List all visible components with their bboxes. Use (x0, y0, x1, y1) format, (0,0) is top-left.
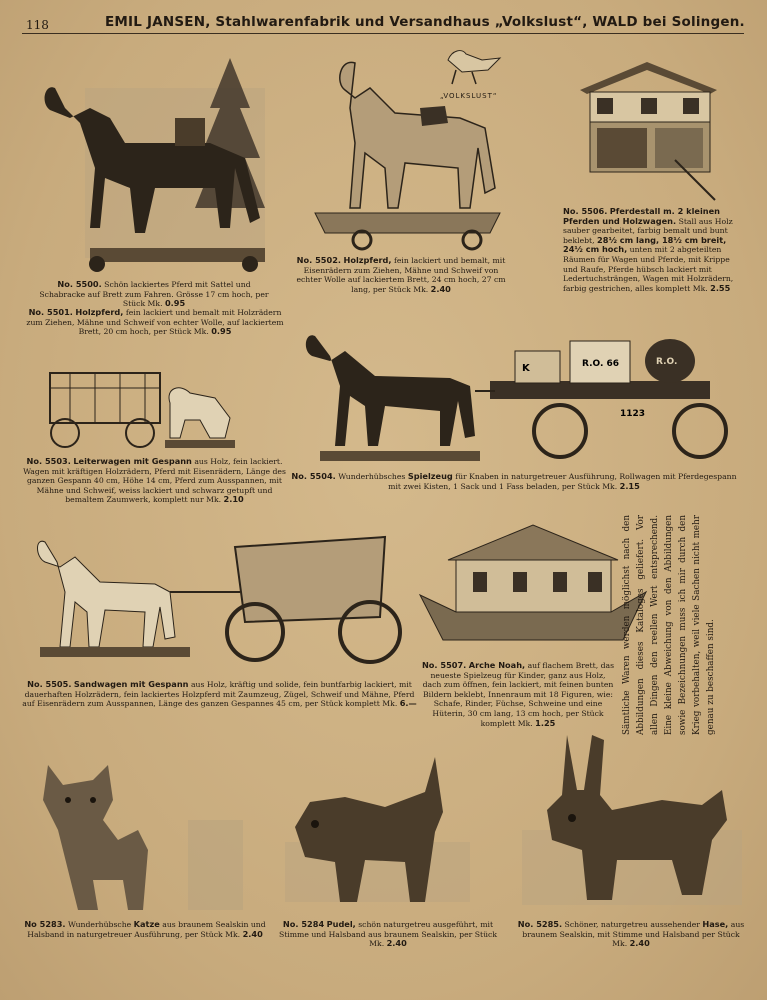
item-name: Pferdestall m. 2 kleinen Pferden und Holzwagen. (563, 206, 721, 226)
item-number: No. 5503. (26, 456, 71, 466)
item-description: Stall aus Holz sauber gearbeitet, farbig bemalt und bunt beklebt, (563, 216, 733, 245)
page-header (0, 8, 767, 34)
cart-5504-illustration (300, 306, 740, 468)
item-number: No 5283. (24, 919, 66, 929)
item-name: Holzpferd, (343, 255, 392, 265)
volkslust-logo (442, 40, 504, 88)
item-price: 0.95 (164, 298, 186, 309)
notice-vertical (620, 515, 750, 735)
item-name: Katze (133, 919, 160, 929)
item-number: No. 5506. (563, 206, 608, 216)
header-rule (22, 33, 744, 34)
cat-5283-illustration (38, 760, 253, 918)
item-price: 2.55 (710, 282, 731, 293)
item-description: Wunderhübsches (338, 472, 406, 481)
item-name: Hase, (702, 919, 729, 929)
item-number: No. 5284 (282, 919, 325, 929)
poodle-5284-illustration (285, 752, 475, 918)
caption-5504 (288, 472, 740, 491)
item-name: Leiterwagen mit Gespann (73, 456, 192, 466)
caption-5501 (24, 308, 286, 337)
item-description: aus Holz, kräftig und solide, fein buntfarbig lackiert, mit dauerhaften Holzrädern, fein lackiertes Holzpferd mit Zaumzeug, Zügel, Schweif und Mähne, Pferd auf Eisenrädern zum Ausspannen, Länge des ganzen Gespannes 45 cm, per Stück komplett Mk. (22, 680, 415, 709)
item-price: 2.40 (242, 928, 263, 939)
caption-5285 (515, 920, 747, 949)
item-description: Schön lackiertes Pferd mit Sattel und Schabracke auf Brett zum Fahren. Grösse 17 cm hoch, per Stück Mk. (39, 280, 269, 309)
item-number: No. 5285. (517, 919, 563, 929)
item-description: auf flachem Brett, das neueste Spielzeug für Kinder, ganz aus Holz, dach zum öffnen, fein lackiert, mit feinen bunten Bildern beklebt, Innenraum mit 18 Figuren, wie: Schafe, Rinder, Füchse, Schweine und eine Hüterin, 30 cm lang, 13 cm hoch, per Stück komplett Mk. (422, 661, 615, 728)
caption-5507 (420, 661, 616, 728)
volkslust-label: „VOLKSLUST“ (440, 92, 498, 100)
notice-text: Sämtliche Waren werden möglichst nach den Abbildungen dieses Kataloges geliefert. Vor allen Dingen den reellen Wert entsprechend. Eine kleine Abweichung von den Abbildungen sowie Bezeichnungen muss ich mir durch den Krieg vorbehalten, weil viele Sachen nicht mehr genau zu beschaffen sind. (622, 515, 716, 735)
item-number: No. 5507. (421, 660, 467, 670)
item-description: schön naturgetreu ausgeführt, mit Stimme und Halsband aus braunem Sealskin, per Stück Mk. (278, 920, 498, 949)
caption-5503 (22, 457, 287, 505)
item-number: No. 5505. (27, 679, 72, 689)
item-price: 2.40 (386, 938, 407, 949)
cart-number-label: 1123 (620, 409, 646, 419)
page-number: 118 (26, 18, 49, 32)
hare-5285-illustration (522, 730, 744, 918)
caption-5283 (20, 920, 270, 939)
item-price: 2.40 (629, 938, 650, 949)
sandwagon-5505-illustration (35, 522, 410, 670)
item-name: Holzpferd, (75, 307, 124, 317)
item-description-2: aus braunem Sealskin und Halsband in naturgetreuer Ausführung, per Stück Mk. (27, 920, 266, 939)
item-price: 2.10 (223, 494, 244, 505)
item-description: Schöner, naturgetreu aussehender (564, 920, 700, 929)
item-description-2: aus braunem Sealskin, mit Stimme und Halsband per Stück Mk. (522, 920, 745, 949)
item-description: aus Holz, fein lackiert. Wagen mit kräftigen Holzrädern, Pferd mit Eisenrädern, Länge des ganzen Gespann 40 cm, Höhe 14 cm, Pferd zum Ausspannen, mit Mähne und Schweif, weiss lackiert und schwarz getupft und bemaltem Zaumwerk, komplett nur Mk. (23, 457, 286, 505)
item-name: Sandwagen mit Gespann (73, 679, 189, 689)
cart-barrel-label: R.O. (656, 357, 678, 367)
horse-5500-illustration (35, 48, 267, 276)
item-price: 6.— (399, 698, 417, 709)
item-name: Arche Noah, (468, 660, 526, 670)
item-description-2: für Knaben in naturgetreuer Ausführung, Rollwagen mit Pferdegespann mit zwei Kisten, 1 Sack und 1 Fass beladen, per Stück Mk. (388, 472, 737, 491)
item-number: No. 5500. (57, 279, 102, 289)
ark-5507-illustration (418, 520, 648, 648)
cart-crate-label: R.O. 66 (582, 359, 620, 369)
item-name: Pudel, (326, 919, 356, 929)
caption-5500 (34, 280, 274, 309)
item-size: 28½ cm lang, 18½ cm breit, 24½ cm hoch, (563, 234, 727, 255)
caption-5284 (272, 920, 504, 949)
item-price: 2.15 (619, 480, 640, 491)
item-description: fein lackiert und bemalt, mit Eisenrädern zum Ziehen, Mähne und Schweif von echter Wolle auf lackiertem Brett, 24 cm hoch, 27 cm lang, per Stück Mk. (296, 256, 506, 294)
wagon-5503-illustration (40, 358, 240, 453)
item-description-2: unten mit 2 abgeteilten Räumen für Wagen und Pferde, mit Krippe und Raufe, Pferde hübsch lackiert mit Ledertuchsträngen, Wagen mit Holzrädern, farbig gestrichen, alles komplett Mk. (563, 245, 734, 293)
caption-5505 (22, 680, 417, 709)
item-price: 0.95 (211, 326, 232, 337)
item-number: No. 5502. (296, 255, 342, 265)
item-price: 1.25 (535, 717, 556, 728)
stable-5506-illustration (575, 60, 720, 205)
item-number: No. 5501. (28, 307, 73, 317)
item-number: No. 5504. (291, 471, 336, 481)
caption-5506 (563, 207, 745, 293)
cart-box-label: K (522, 363, 530, 374)
item-price: 2.40 (430, 283, 451, 294)
item-name: Spielzeug (407, 471, 453, 481)
header-title: EMIL JANSEN, Stahlwarenfabrik und Versandhaus „Volkslust“, WALD bei Solingen. (105, 14, 745, 30)
item-description: Wunderhübsche (68, 920, 132, 929)
caption-5502 (296, 256, 506, 294)
item-description: fein lackiert und bemalt mit Holzrädern zum Ziehen, Mähne und Schweif von echter Wolle, auf lackiertem Brett, 20 cm hoch, per Stück Mk. (26, 308, 284, 337)
